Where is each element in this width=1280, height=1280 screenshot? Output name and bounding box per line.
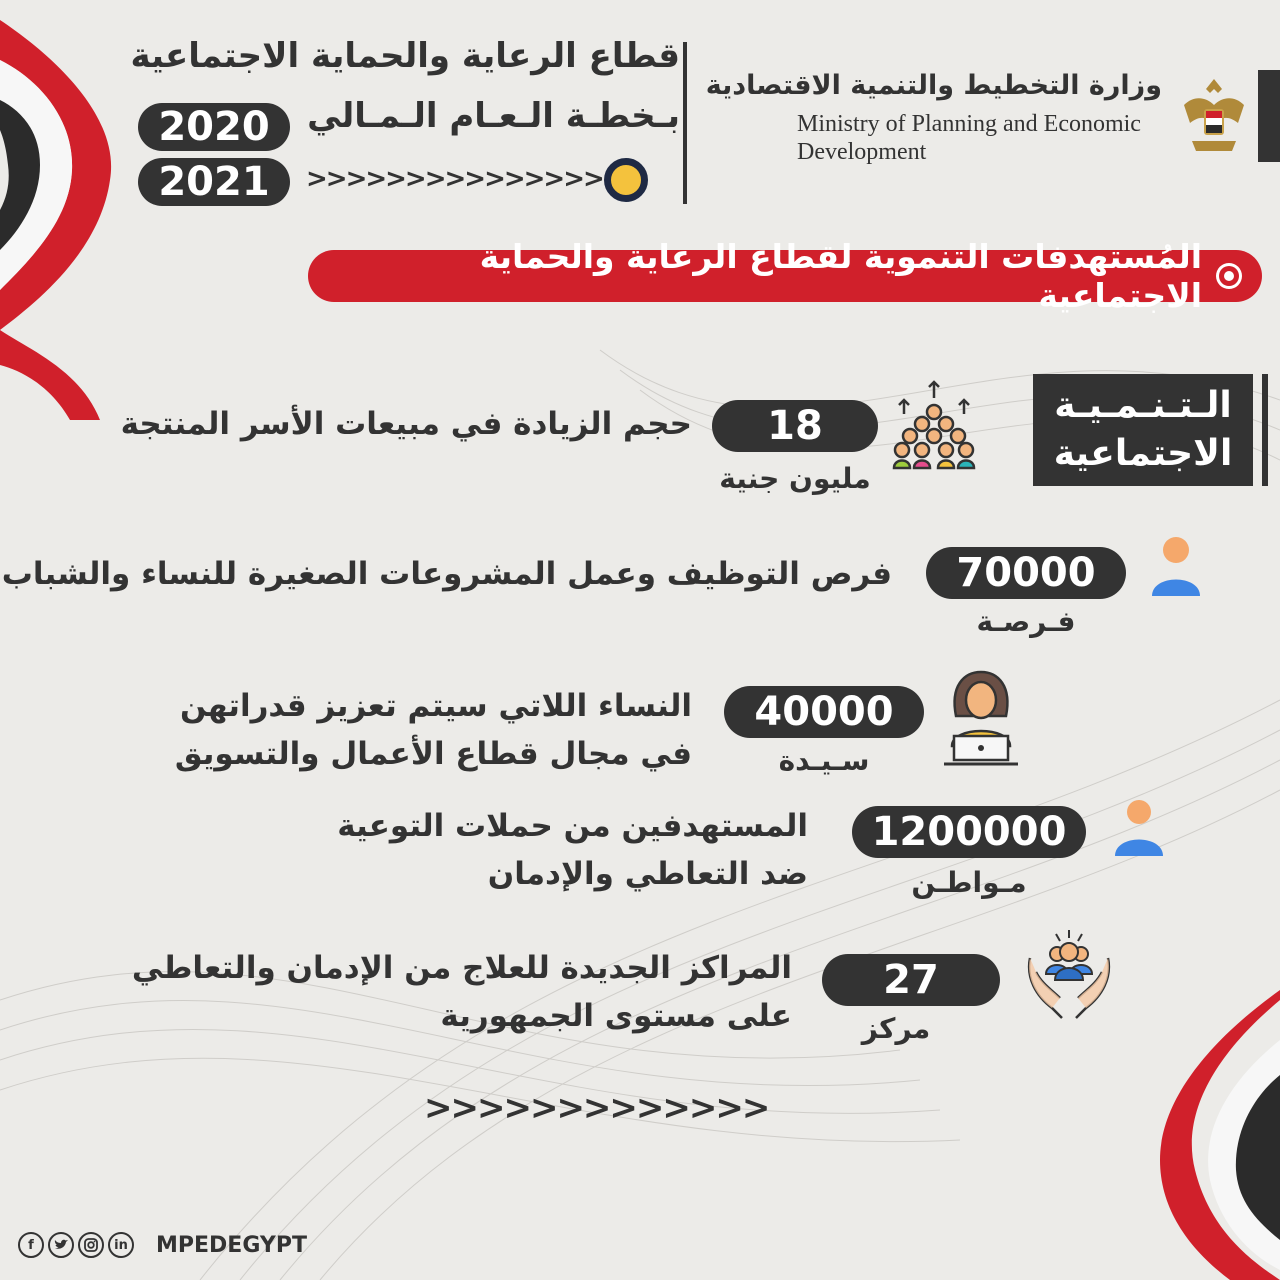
header-title-line1: قطاع الرعاية والحماية الاجتماعية [130, 36, 680, 76]
header-divider [683, 42, 687, 204]
section-label-bar [1262, 374, 1268, 486]
ministry-name-english [797, 110, 1197, 166]
social-icons [18, 1232, 134, 1258]
desc-women-line2: في مجال قطاع الأعمال والتسويق [174, 736, 692, 772]
twitter-icon[interactable] [48, 1232, 74, 1258]
ministry-name-english-line1: Ministry of Planning and Economic [797, 111, 1141, 137]
desc-centers-line1: المراكز الجديدة للعلاج من الإدمان والتعاطي [131, 950, 792, 986]
value-pill-sales: 18 [712, 400, 878, 452]
header-title-line2: بـخطـة الـعـام الـمـالي [307, 96, 680, 136]
targets-banner [308, 237, 1262, 315]
value-pill-jobs: 70000 [926, 547, 1126, 599]
target-bullet-icon [1216, 263, 1242, 289]
header-right-bar [1258, 70, 1280, 162]
instagram-icon[interactable] [78, 1232, 104, 1258]
value-pill-awareness: 1200000 [852, 806, 1086, 858]
desc-centers-line2: على مستوى الجمهورية [440, 998, 792, 1034]
woman-laptop-icon [942, 666, 1020, 770]
section-label-line2: الاجتماعية [1053, 433, 1233, 474]
unit-women: سـيـدة [778, 744, 870, 777]
value-pill-centers: 27 [822, 954, 1000, 1006]
desc-jobs: فرص التوظيف وعمل المشروعات الصغيرة للنساء والشباب [1, 556, 892, 592]
value-pill-women: 40000 [724, 686, 924, 738]
unit-jobs: فـرصـة [976, 605, 1076, 638]
person-icon [1112, 798, 1166, 858]
section-label-box [1033, 374, 1253, 486]
banner-text: المُستهدفات التنموية لقطاع الرعاية والحماية الاجتماعية [479, 237, 1203, 315]
unit-centers: مركز [861, 1012, 931, 1045]
section-label-line1: الـتـنـمـيـة [1054, 385, 1232, 426]
desc-awareness-line2: ضد التعاطي والإدمان [487, 856, 808, 892]
ministry-name-english-line2: Development [797, 139, 927, 165]
header-chevrons: >>>>>>>>>>>>>>> [306, 164, 603, 194]
desc-women-line1: النساء اللاتي سيتم تعزيز قدراتهن [179, 688, 692, 724]
bottom-chevrons: >>>>>>>>>>>>> [424, 1088, 769, 1128]
unit-awareness: مـواطـن [911, 866, 1027, 899]
ministry-name-arabic: وزارة التخطيط والتنمية الاقتصادية [705, 70, 1162, 101]
linkedin-icon[interactable]: in [108, 1232, 134, 1258]
year-end-badge: 2021 [138, 158, 290, 206]
year-start-badge: 2020 [138, 103, 290, 151]
bullet-dot-icon [604, 158, 648, 202]
group-people-icon [890, 378, 978, 470]
unit-sales: مليون جنية [719, 462, 871, 495]
person-icon [1148, 534, 1204, 600]
hands-people-icon [1022, 928, 1116, 1022]
desc-awareness-line1: المستهدفين من حملات التوعية [337, 808, 808, 844]
egypt-eagle-emblem-icon [1178, 75, 1250, 165]
social-handle[interactable]: MPEDEGYPT [156, 1233, 307, 1258]
facebook-icon[interactable]: f [18, 1232, 44, 1258]
desc-sales: حجم الزيادة في مبيعات الأسر المنتجة [120, 406, 692, 442]
